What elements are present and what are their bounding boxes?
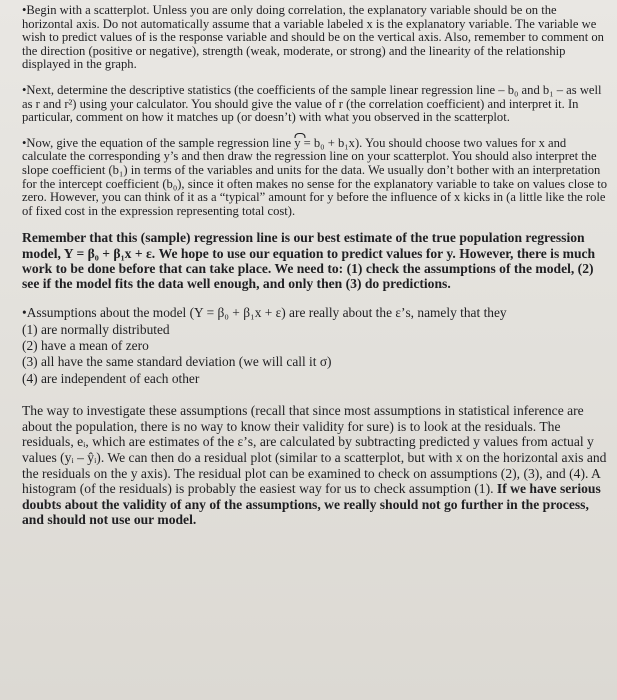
paragraph-scatterplot: •Begin with a scatterplot. Unless you are only doing correlation, the explanatory variable should be on the horizontal axis. Do not automatically assume that a variable labeled x is the explanatory variable. The variable we wish to predict values of is the response variable and should be on the vertical axis. Also, remember to comment on the direction (positive or negative), strength (weak, moderate, or strong) and the linearity of the relationship displayed in the graph. <box>22 3 604 72</box>
paragraph-residuals-text: The way to investigate these assumptions (recall that since most assumptions in statistical inference are about the population, there is no way to know their validity for sure) is to look at the residuals. The residuals, eᵢ, which are estimates of the ε’s, are calculated by subtracting predicted y values from actual y values (yᵢ – ŷᵢ). We can then do a residual plot (similar to a scatterplot, but with x on the horizontal axis and the residuals on the y axis). The residual plot can be examined to check on assumptions (2), (3), and (4). A histogram (of the residuals) is probably the easiest way for us to check assumption (1). <box>22 403 607 497</box>
paragraph-regression-equation-rest: = b₀ + b₁x). You should choose two values for x and calculate the corresponding y’s and then draw the regression line on your scatterplot. You should also interpret the slope coefficient (b₁) in terms of the variables and units for the data. We usually don’t bother with an interpretation for the intercept coefficient (b₀), since it often makes no sense for the explanatory variable to take on values close to zero. However, you can think of it as a “typical” amount for y before the influence of x kicks in (a little like the role of fixed cost in the expression representing total cost). <box>22 135 608 218</box>
paragraph-regression-equation <box>22 137 609 219</box>
paragraph-regression-equation-start: •Now, give the equation of the sample regression line <box>22 135 295 150</box>
assumption-item: (4) are independent of each other <box>22 370 200 386</box>
paragraph-residuals <box>22 403 609 528</box>
y-hat-symbol: y <box>294 135 301 150</box>
paragraph-descriptive-statistics: •Next, determine the descriptive statistics (the coefficients of the sample linear regression line – b₀ and b₁ – as well as r and r²) using your calculator. You should give the value of r (the correlation coefficient) and interpret it. In particular, comment on how it matches up (or doesn’t) with what you observed in the scatterplot. <box>22 82 602 125</box>
assumptions-intro: •Assumptions about the model (Y = β₀ + β₁x + ε) are really about the ε’s, namely that they <box>22 305 507 321</box>
assumptions-list <box>22 305 609 387</box>
paragraph-residuals-warning: If we have serious doubts about the validity of any of the assumptions, we really should not go further in the process, and should not use our model. <box>22 481 601 528</box>
assumption-item: (1) are normally distributed <box>22 321 170 337</box>
assumption-item: (3) all have the same standard deviation (we will call it σ) <box>22 354 332 370</box>
assumption-item: (2) have a mean of zero <box>22 337 149 353</box>
paragraph-population-model: Remember that this (sample) regression line is our best estimate of the true population regression model, Y = β₀ + β₁x + ε. We hope to use our equation to predict values for y. However, there is much work to be done before that can take place. We need to: (1) check the assumptions of the model, (2) see if the model fits the data well enough, and only then (3) do predictions. <box>22 230 596 291</box>
